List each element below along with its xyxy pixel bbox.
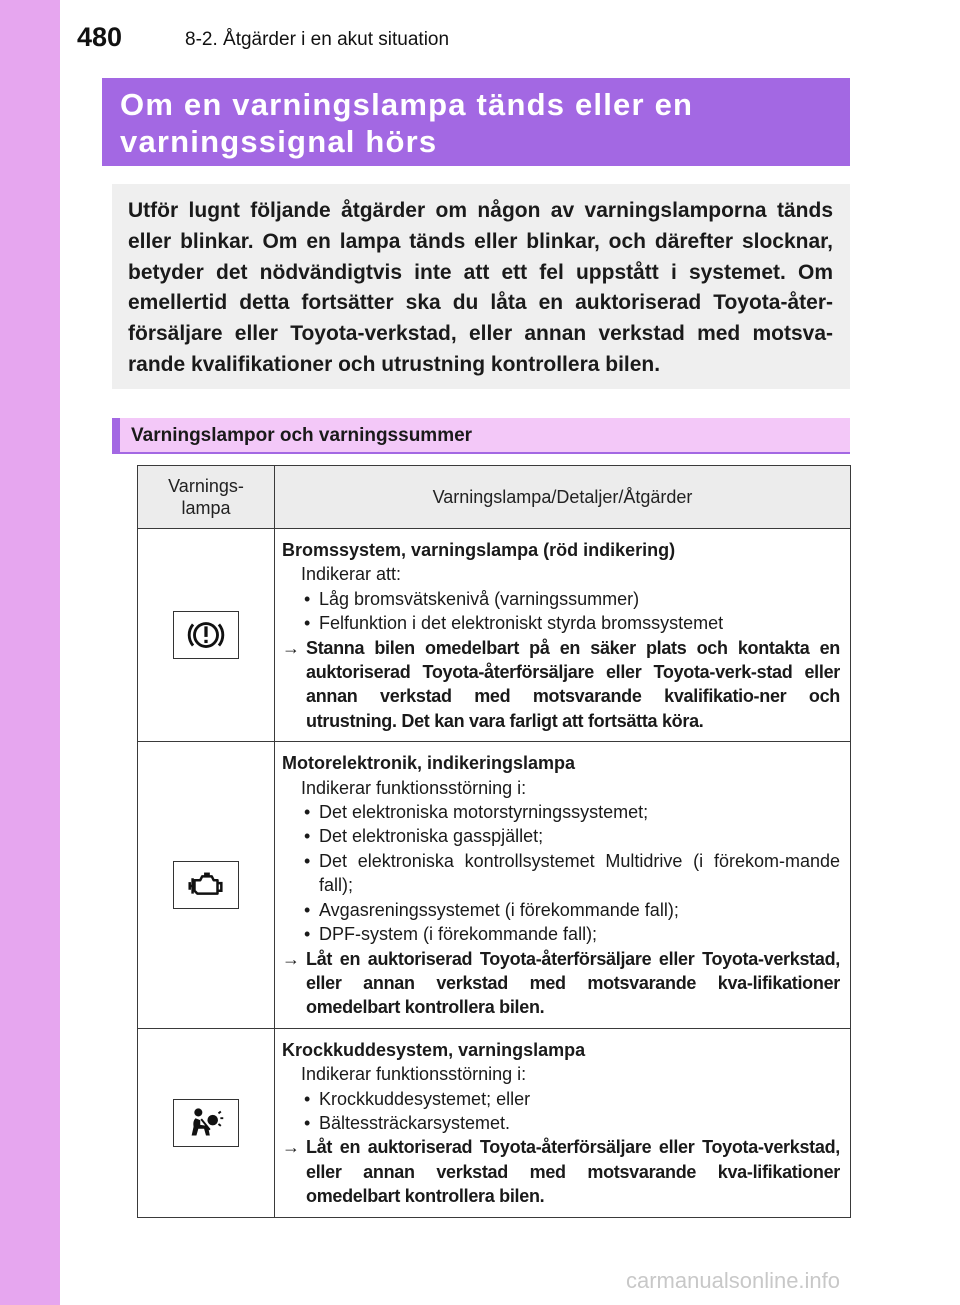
engine-check-icon (173, 861, 239, 909)
row-action (282, 947, 840, 1020)
row-indicates: Indikerar att: (301, 564, 402, 585)
list-item: • Felfunktion i det elektroniskt styrda bromssystemet (301, 611, 840, 635)
list-item: • Det elektroniska motorstyrningssystemet; (301, 800, 840, 824)
row-indicates: Indikerar funktionsstörning i: (301, 1064, 527, 1085)
action-text: Låt en auktoriserad Toyota-återförsäljare eller Toyota-verkstad, eller annan verkstad med motsvarande kva-lifikationer omedelbart kontrollera bilen. (306, 948, 840, 1018)
bullet-list (282, 800, 840, 946)
page-number: 480 (77, 22, 123, 52)
subheading: Varningslampor och varningssummer (131, 425, 473, 446)
section-label: 8-2. Åtgärder i en akut situation (185, 29, 450, 50)
arrow-icon: → (282, 948, 300, 969)
table-row (138, 1028, 851, 1217)
details-cell (275, 1028, 851, 1217)
arrow-icon: → (282, 637, 300, 658)
list-item: • Det elektroniska kontrollsystemet Multidrive (i förekom-mande fall); (301, 849, 840, 898)
action-text: Stanna bilen omedelbart på en säker plats och kontakta en auktoriserad Toyota-återförsäljare eller Toyota-verk-stad eller annan verkstad med motsvarande kvalifikatio-ner och utrustning. Det kan vara farligt att fortsätta köra. (306, 637, 840, 731)
title-banner (102, 78, 850, 166)
subheading-bar (112, 418, 850, 454)
col-header-details: Varningslampa/Detaljer/Åtgärder (275, 466, 851, 529)
row-title: Krockkuddesystem, varningslampa (282, 1039, 586, 1060)
table-header-row (138, 466, 851, 529)
table-row (138, 529, 851, 742)
row-title: Bromssystem, varningslampa (röd indikering) (282, 540, 676, 560)
bullet-list (282, 1087, 840, 1136)
row-action (282, 1135, 840, 1208)
intro-box (112, 184, 850, 389)
action-text: Låt en auktoriserad Toyota-återförsäljare eller Toyota-verkstad, eller annan verkstad med motsvarande kva-lifikationer omedelbart kontrollera bilen. (306, 1137, 840, 1207)
arrow-icon: → (282, 1137, 300, 1158)
subheading-accent (112, 418, 120, 454)
list-item: • DPF-system (i förekommande fall); (301, 922, 840, 946)
brake-warning-icon (173, 611, 239, 659)
airbag-warning-icon (173, 1099, 239, 1147)
bullet-list (282, 587, 840, 636)
col-header-lamp: Varnings- lampa (138, 466, 275, 529)
details-cell (275, 529, 851, 742)
row-indicates: Indikerar funktionsstörning i: (301, 777, 527, 798)
table-row (138, 742, 851, 1028)
lamp-cell (138, 742, 275, 1028)
list-item: • Avgasreningssystemet (i förekommande fall); (301, 898, 840, 922)
list-item: • Det elektroniska gasspjället; (301, 824, 840, 848)
warning-lamp-table (137, 465, 851, 1218)
page-title: Om en varningslampa tänds eller en varningssignal hörs (120, 87, 694, 159)
side-tab-strip (0, 0, 60, 1305)
intro-text: Utför lugnt följande åtgärder om någon av varningslamporna tänds eller blinkar. Om en lampa tänds eller blinkar, och därefter slocknar, betyder det nödvändigtvis inte att ett fel uppstått i systemet. Om emellertid detta fortsätter ska du låta en auktoriserad Toyota-åter-försäljare eller Toyota-verkstad, eller annan verkstad med motsva-rande kvalifikationer och utrustning kontrollera bilen. (128, 199, 833, 376)
row-title: Motorelektronik, indikeringslampa (282, 753, 576, 774)
lamp-cell (138, 529, 275, 742)
list-item: • Bältessträckarsystemet. (301, 1111, 840, 1135)
details-cell (275, 742, 851, 1028)
list-item: • Krockkuddesystemet; eller (301, 1087, 840, 1111)
watermark: carmanualsonline.info (626, 1268, 841, 1293)
row-action (282, 636, 840, 734)
list-item: • Låg bromsvätskenivå (varningssummer) (301, 587, 840, 611)
lamp-cell (138, 1028, 275, 1217)
